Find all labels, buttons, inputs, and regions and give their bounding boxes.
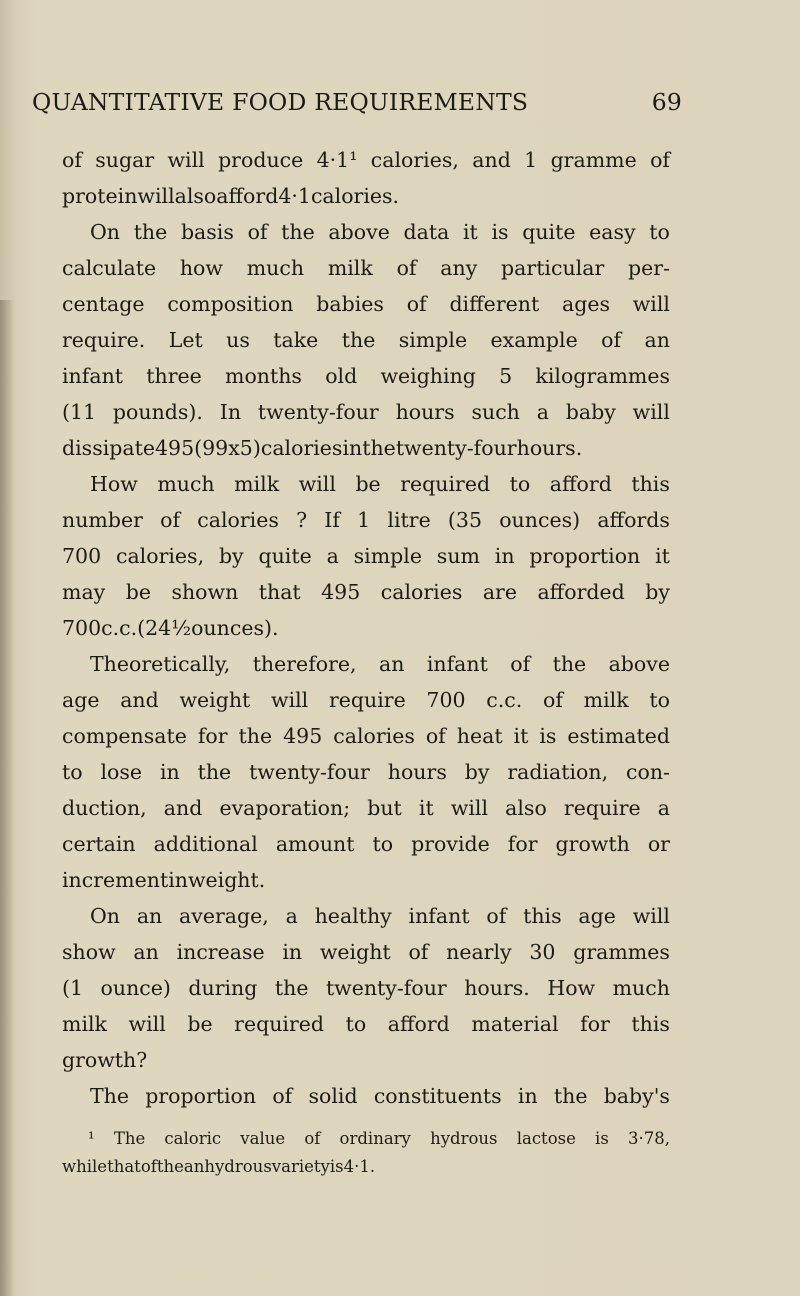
word: afford [387,1012,450,1036]
word: c.c. [486,688,523,712]
word: evaporation; [219,796,351,820]
word: dissipate [62,436,155,460]
word: produce [218,148,304,172]
word: lactose [516,1129,576,1148]
word: shown [171,580,239,604]
word: in [494,544,515,568]
text-line [62,1006,670,1042]
word: estimated [567,724,670,748]
word: the [274,976,309,1000]
word: the [281,220,315,244]
word: that [107,1157,141,1176]
word: the [552,652,587,676]
word: afford [216,184,279,208]
word: of [160,508,181,532]
word: increase [176,940,265,964]
word: 1 [357,508,371,532]
word: The [90,1084,130,1108]
text-line [62,286,670,322]
word: constituents [373,1084,502,1108]
text-line [62,502,670,538]
word: will [271,688,309,712]
word: ordinary [339,1129,411,1148]
word: of [408,940,429,964]
word: 700 [62,616,102,640]
word: of [406,292,427,316]
word: Theoretically, [90,652,231,676]
word: ? [296,508,308,532]
word: average, [179,904,269,928]
word: to [372,832,394,856]
word: a [326,544,339,568]
word: milk [62,1012,107,1036]
word: for [197,724,228,748]
word: infant [426,652,488,676]
word: data [403,220,450,244]
running-title: QUANTITATIVE FOOD REQUIREMENTS [32,88,529,116]
word: increment [62,868,169,892]
word: How [90,472,138,496]
footnote [62,1125,670,1181]
word: will [167,148,205,172]
word: per- [628,256,670,280]
word: three [146,364,202,388]
footnote-line [62,1125,670,1153]
word: 5 [499,364,513,388]
word: required [400,472,491,496]
word: calories [260,436,343,460]
word: hours. [464,976,530,1000]
word: milk [327,256,373,280]
word: hours [395,400,455,424]
word: sugar [95,148,155,172]
word: much [157,472,215,496]
word: value [240,1129,286,1148]
word: If [324,508,340,532]
word: show [62,940,116,964]
word: a [657,796,670,820]
word: is [539,724,557,748]
word: easy [589,220,636,244]
word: will [137,184,175,208]
word: of [510,652,531,676]
word: 495 [155,436,195,460]
word: and [120,688,159,712]
text-line [62,934,670,970]
word: in [342,436,363,460]
word: of [272,1084,293,1108]
word: (1 [62,976,84,1000]
word: also [174,184,217,208]
word: and [472,148,511,172]
word: 5) [239,436,261,460]
word: much [612,976,670,1000]
word: 4·1 [278,184,311,208]
text-line [62,142,670,178]
text-line [62,826,670,862]
word: 495 [283,724,323,748]
word: solid [308,1084,358,1108]
word: ¹ [88,1129,95,1148]
word: protein [62,184,138,208]
word: the [197,760,232,784]
word: In [219,400,242,424]
word: of [304,1129,321,1148]
word: it [462,220,478,244]
word: an [133,940,159,964]
word: (99 [194,436,229,460]
word: On [90,904,121,928]
word: nearly [446,940,512,964]
word: will [632,904,670,928]
running-header [32,88,682,116]
word: twenty-four [395,436,517,460]
word: the [341,328,376,352]
word: radiation, [507,760,609,784]
word: months [225,364,302,388]
word: x [228,436,240,460]
word: to [62,760,83,784]
word: 4·1. [343,1157,376,1176]
word: growth [62,1048,137,1072]
word: how [179,256,223,280]
text-line [62,394,670,430]
text-line [62,430,670,466]
word: con- [626,760,670,784]
word: healthy [314,904,392,928]
word: pounds). [112,400,203,424]
word: for [580,1012,610,1036]
word: above [608,652,670,676]
word: will [128,1012,166,1036]
word: baby's [603,1084,670,1108]
word: require [563,796,641,820]
word: quite [258,544,312,568]
word: proportion [529,544,641,568]
text-line [62,322,670,358]
text-line [62,718,670,754]
word: composition [167,292,294,316]
word: it [418,796,434,820]
text-line [62,358,670,394]
word: ounce) [100,976,171,1000]
word: will [450,796,489,820]
word: of [247,220,268,244]
word: heat [456,724,503,748]
word: 700 [426,688,466,712]
word: hours. [516,436,583,460]
word: age [578,904,616,928]
word: by [464,760,490,784]
word: twenty-four [257,400,379,424]
word: may [62,580,106,604]
word: this [631,472,670,496]
text-line [62,862,670,898]
word: quite [522,220,576,244]
text-line [62,790,670,826]
word: of [650,148,670,172]
word: ounces). [191,616,279,640]
word: this [523,904,562,928]
word: baby [565,400,616,424]
word: an [136,904,163,928]
word: 700 [62,544,102,568]
word: are [482,580,517,604]
word: hours [387,760,447,784]
word: it [655,544,670,568]
word: ounces) [499,508,581,532]
word: the [553,1084,588,1108]
word: compensate [62,724,187,748]
word: or [647,832,670,856]
word: much [246,256,305,280]
word: such [471,400,520,424]
word: example [490,328,578,352]
text-line [62,466,670,502]
word: required [234,1012,325,1036]
word: an [378,652,405,676]
word: kilogrammes [535,364,670,388]
word: basis [180,220,234,244]
word: 3·78, [627,1129,670,1148]
word: to [509,472,531,496]
word: old [325,364,358,388]
word: of [601,328,622,352]
word: the [362,436,396,460]
word: 4·1¹ [316,148,358,172]
word: simple [353,544,422,568]
word: provide [411,832,490,856]
word: require. [62,328,146,352]
word: calories [197,508,279,532]
text-line [62,682,670,718]
word: the [238,724,273,748]
word: will [632,400,670,424]
word: lose [100,760,143,784]
word: calories [380,580,463,604]
text-line [62,646,670,682]
word: in [168,868,188,892]
word: hydrous [430,1129,498,1148]
word: anhydrous [183,1157,272,1176]
word: take [273,328,319,352]
word: by [645,580,670,604]
word: in [517,1084,538,1108]
text-line [62,1042,670,1078]
word: proportion [145,1084,257,1108]
word: litre [387,508,431,532]
word: a [285,904,298,928]
word: in [282,940,303,964]
word: the [133,220,168,244]
word: calories, [115,544,205,568]
word: while [62,1157,108,1176]
word: milk [583,688,629,712]
text-line [62,538,670,574]
word: variety [271,1157,330,1176]
word: (24½ [137,616,192,640]
word: simple [398,328,468,352]
word: babies [316,292,384,316]
word: infant [408,904,470,928]
word: of [396,256,417,280]
text-line [62,1078,670,1114]
word: calories, [370,148,459,172]
word: but [367,796,402,820]
word: therefore, [252,652,357,676]
word: be [355,472,381,496]
word: weight [319,940,391,964]
word: age [62,688,100,712]
word: require [328,688,406,712]
word: duction, [62,796,147,820]
word: centage [62,292,145,316]
word: of [486,904,507,928]
text-line [62,610,670,646]
footnote-line [62,1153,670,1181]
word: of [62,148,82,172]
word: (11 [62,400,97,424]
word: will [632,292,670,316]
word: calories [333,724,415,748]
word: an [644,328,670,352]
word: material [471,1012,559,1036]
word: 30 [529,940,556,964]
text-line [62,574,670,610]
word: is [329,1157,344,1176]
word: to [345,1012,367,1036]
word: On [90,220,121,244]
text-line [62,178,670,214]
word: caloric [164,1129,222,1148]
word: ? [136,1048,148,1072]
gutter-shadow [0,300,14,1296]
word: be [125,580,151,604]
word: weighing [380,364,476,388]
word: grammes [573,940,670,964]
word: (35 [447,508,483,532]
word: 495 [321,580,361,604]
word: during [188,976,258,1000]
word: weight [179,688,251,712]
word: twenty-four [249,760,370,784]
word: afforded [537,580,625,604]
word: sum [436,544,480,568]
word: How [547,976,596,1000]
word: this [631,1012,670,1036]
word: of [425,724,446,748]
word: The [113,1129,146,1148]
text-line [62,250,670,286]
word: will [298,472,336,496]
text-line [62,754,670,790]
word: is [491,220,509,244]
word: to [649,688,670,712]
word: be [187,1012,213,1036]
word: any [440,256,478,280]
word: of [543,688,563,712]
word: milk [234,472,280,496]
word: and [163,796,203,820]
text-line [62,898,670,934]
word: that [258,580,301,604]
word: a [536,400,549,424]
word: calculate [62,256,157,280]
word: the [156,1157,184,1176]
word: particular [501,256,605,280]
word: Let [168,328,203,352]
word: for [507,832,538,856]
page-number: 69 [651,88,682,116]
word: by [218,544,244,568]
word: amount [275,832,355,856]
word: affords [597,508,670,532]
word: is [595,1129,609,1148]
word: to [649,220,670,244]
word: ages [561,292,610,316]
word: calories. [310,184,400,208]
word: afford [549,472,612,496]
word: c.c. [101,616,138,640]
word: growth [555,832,630,856]
text-line [62,970,670,1006]
word: above [328,220,390,244]
word: number [62,508,143,532]
word: weight. [187,868,266,892]
word: different [449,292,540,316]
word: additional [153,832,258,856]
word: 1 [524,148,538,172]
text-line [62,214,670,250]
body-text [62,142,670,1114]
word: twenty-four [325,976,447,1000]
word: it [513,724,529,748]
word: of [140,1157,157,1176]
word: gramme [550,148,637,172]
word: in [159,760,180,784]
word: us [226,328,250,352]
word: certain [62,832,136,856]
word: infant [62,364,124,388]
word: also [505,796,547,820]
